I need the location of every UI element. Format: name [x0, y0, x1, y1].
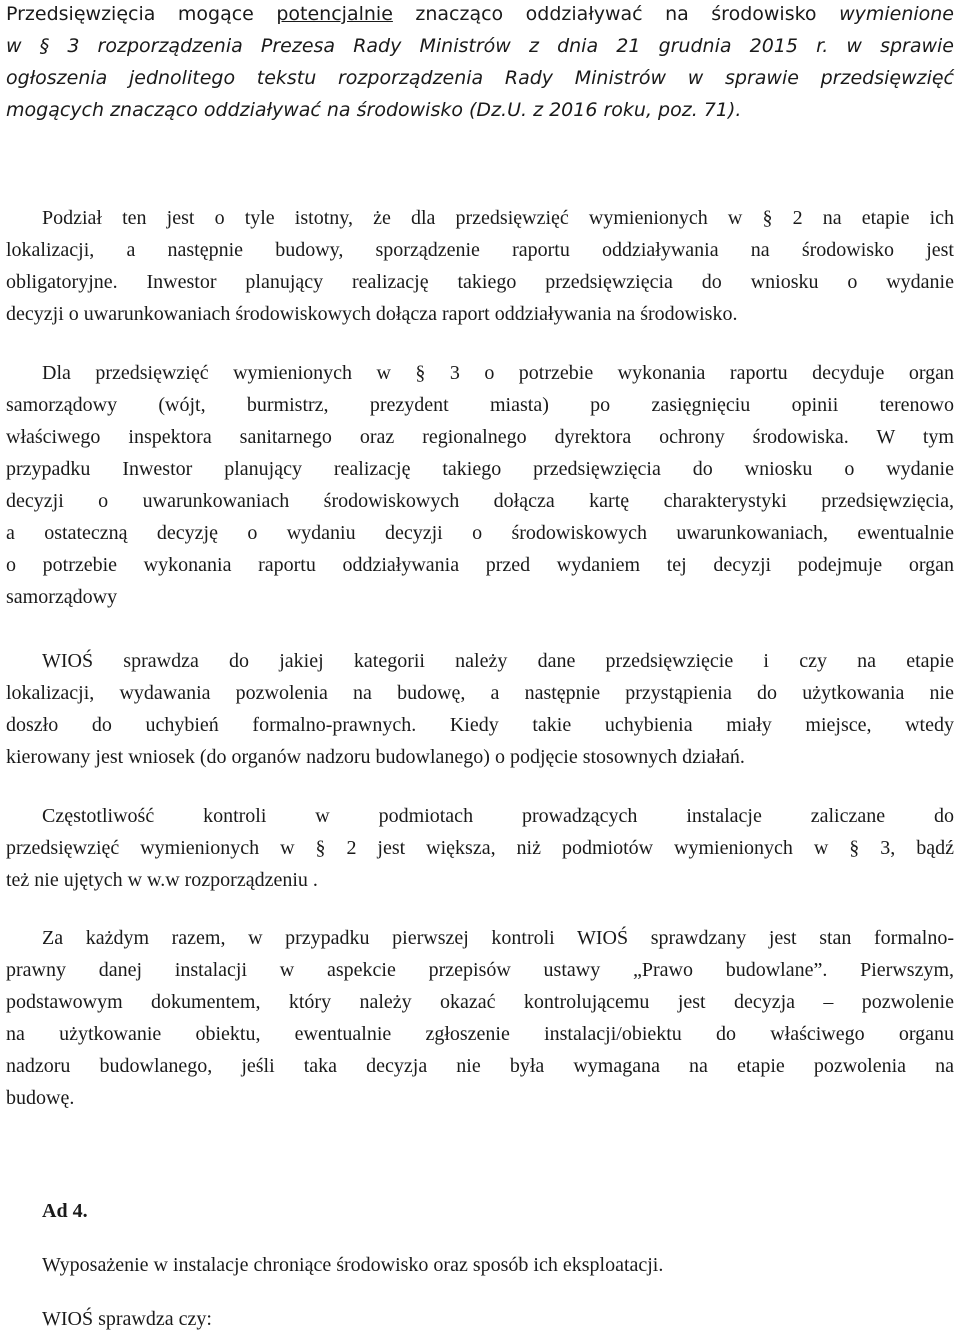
- paragraph-line: samorządowy: [6, 586, 118, 608]
- paragraph-line: Podział ten jest o tyle istotny, że dla przedsięwzięć wymienionych w § 2 na etapie ich: [42, 207, 954, 229]
- paragraph-line: prawny danej instalacji w aspekcie przepisów ustawy „Prawo budowlane”. Pierwszym,: [6, 959, 954, 981]
- underlined-word: potencjalnie: [276, 3, 393, 25]
- paragraph-line: decyzji o uwarunkowaniach środowiskowych dołącza kartę charakterystyki przedsięwzięcia,: [6, 490, 954, 512]
- paragraph-line: decyzji o uwarunkowaniach środowiskowych dołącza raport oddziaływania na środowisko.: [6, 303, 738, 325]
- paragraph-line: ogłoszenia jednolitego tekstu rozporządzenia Rady Ministrów w sprawie przedsięwzięć: [6, 67, 954, 89]
- paragraph-line: Częstotliwość kontroli w podmiotach prowadzących instalacje zaliczane do: [42, 805, 954, 827]
- paragraph-wios-check: [6, 645, 954, 773]
- paragraph-line: samorządowy (wójt, burmistrz, prezydent miasta) po zasięgnięciu opinii terenowo: [6, 394, 954, 416]
- paragraph-wios-checks: WIOŚ sprawdza czy:: [42, 1308, 212, 1330]
- paragraph-line: na użytkowanie obiektu, ewentualnie zgłoszenie instalacji/obiektu do właściwego organu: [6, 1023, 954, 1045]
- paragraph-line: właściwego inspektora sanitarnego oraz regionalnego dyrektora ochrony środowiska. W tym: [6, 426, 954, 448]
- paragraph-line: o potrzebie wykonania raportu oddziaływania przed wydaniem tej decyzji podejmuje organ: [6, 554, 954, 576]
- paragraph-line: podstawowym dokumentem, który należy okazać kontrolującemu jest decyzja – pozwolenie: [6, 991, 954, 1013]
- paragraph-line: Za każdym razem, w przypadku pierwszej kontroli WIOŚ sprawdzany jest stan formalno-: [42, 927, 954, 949]
- italic-word: wymienione: [839, 3, 954, 25]
- paragraph-section3: [6, 357, 954, 613]
- paragraph-line: też nie ujętych w w.w rozporządzeniu .: [6, 869, 318, 891]
- paragraph-line: lokalizacji, wydawania pozwolenia na budowę, a następnie przystąpienia do użytkowania nie: [6, 682, 954, 704]
- paragraph-categories: [6, 202, 954, 330]
- paragraph-line: WIOŚ sprawdza do jakiej kategorii należy dane przedsięwzięcie i czy na etapie: [42, 650, 954, 672]
- paragraph-line: obligatoryjne. Inwestor planujący realizację takiego przedsięwzięcia do wniosku o wydanie: [6, 271, 954, 293]
- paragraph-first-inspection: [6, 922, 954, 1114]
- paragraph-line: nadzoru budowlanego, jeśli taka decyzja nie była wymagana na etapie pozwolenia na: [6, 1055, 954, 1077]
- section-heading: Ad 4.: [42, 1200, 88, 1222]
- paragraph-intro: [6, 0, 954, 126]
- paragraph-line: przedsięwzięć wymienionych w § 2 jest większa, niż podmiotów wymienionych w § 3, bądź: [6, 837, 954, 859]
- paragraph-line: Dla przedsięwzięć wymienionych w § 3 o potrzebie wykonania raportu decyduje organ: [42, 362, 954, 384]
- paragraph-line: mogących znacząco oddziaływać na środowisko (Dz.U. z 2016 roku, poz. 71).: [6, 99, 742, 121]
- paragraph-frequency: [6, 800, 954, 896]
- paragraph-line: w § 3 rozporządzenia Prezesa Rady Ministrów z dnia 21 grudnia 2015 r. w sprawie: [6, 35, 954, 57]
- paragraph-line: kierowany jest wniosek (do organów nadzoru budowlanego) o podjęcie stosownych działań.: [6, 746, 745, 768]
- paragraph-line: budowę.: [6, 1087, 75, 1109]
- paragraph-line: lokalizacji, a następnie budowy, sporządzenie raportu oddziaływania na środowisko jest: [6, 239, 954, 261]
- paragraph-line: przypadku Inwestor planujący realizację takiego przedsięwzięcia do wniosku o wydanie: [6, 458, 954, 480]
- paragraph-line: doszło do uchybień formalno-prawnych. Kiedy takie uchybienia miały miejsce, wtedy: [6, 714, 954, 736]
- paragraph-line: a ostateczną decyzję o wydaniu decyzji o środowiskowych uwarunkowaniach, ewentualnie: [6, 522, 954, 544]
- paragraph-line: Przedsięwzięcia mogące potencjalnie znacząco oddziaływać na środowisko wymienione: [6, 3, 954, 25]
- paragraph-equipment: Wyposażenie w instalacje chroniące środowisko oraz sposób ich eksploatacji.: [42, 1254, 664, 1276]
